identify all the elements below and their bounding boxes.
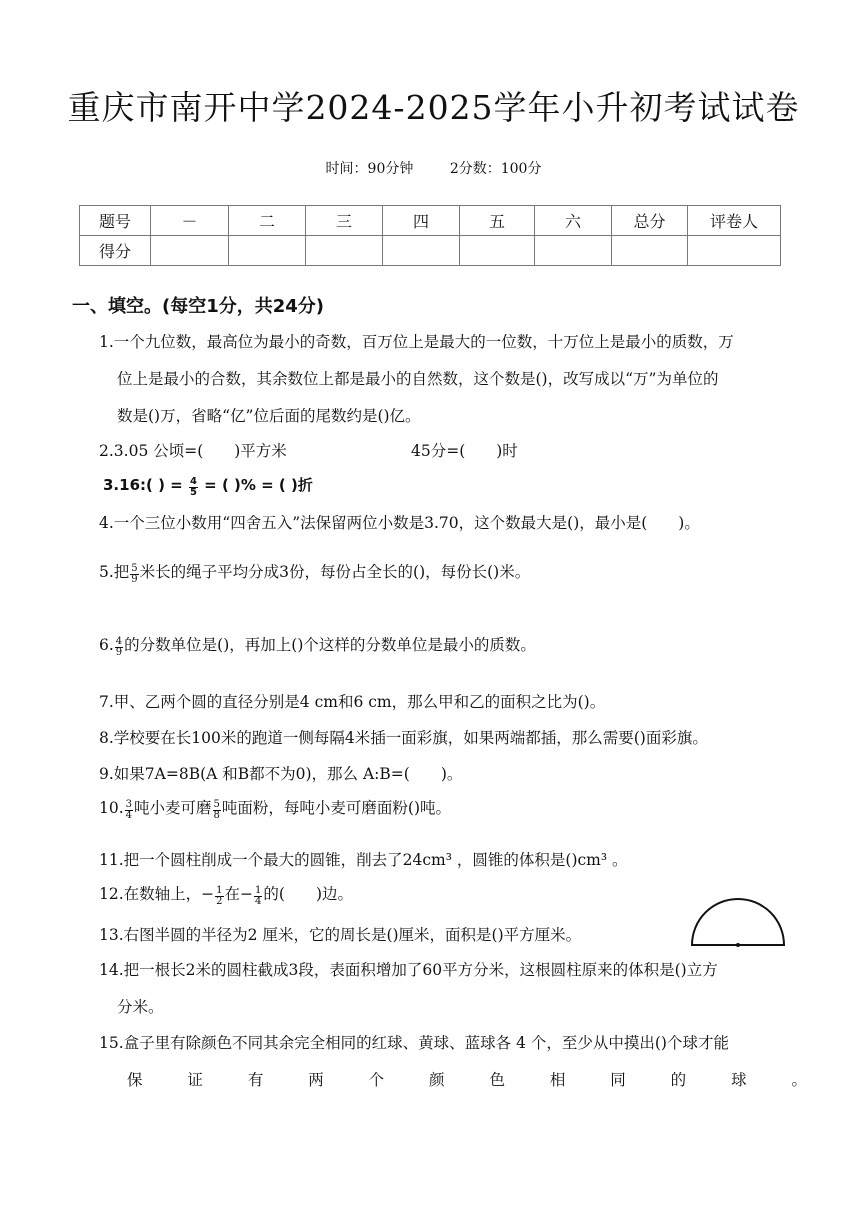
q10-post: 吨面粉，每吨小麦可磨面粉()吨。 bbox=[221, 799, 452, 817]
char: 有 bbox=[247, 1071, 264, 1089]
char: 色 bbox=[489, 1071, 505, 1089]
fraction bbox=[254, 886, 262, 907]
cell-header: 六 bbox=[535, 206, 612, 236]
q1-line2: 位上是最小的合数，其余数位上都是最小的自然数，这个数是()，改写成以“万”为单位的 bbox=[117, 370, 719, 388]
score-cell[interactable] bbox=[688, 236, 781, 266]
question-9: 9.如果7A=8B(A 和B都不为0)，那么 A:B=( )。 bbox=[99, 765, 463, 783]
char: 的 bbox=[670, 1071, 687, 1089]
question-10 bbox=[99, 790, 804, 827]
exam-score: 2分数：100分 bbox=[449, 161, 542, 177]
denominator: 2 bbox=[216, 895, 223, 907]
question-14 bbox=[99, 952, 804, 1026]
q14-line2: 分米。 bbox=[117, 998, 164, 1016]
q6-pre: 6. bbox=[99, 636, 114, 654]
numerator: 3 bbox=[125, 798, 133, 810]
denominator: 5 bbox=[189, 486, 197, 498]
q3-post: = ( )% = ( )折 bbox=[198, 476, 313, 494]
char: 颜 bbox=[429, 1071, 445, 1089]
numerator: 1 bbox=[255, 884, 262, 896]
q12-pre: 12.在数轴上，− bbox=[99, 885, 215, 903]
numerator: 5 bbox=[213, 798, 220, 810]
exam-meta bbox=[0, 158, 867, 178]
fraction bbox=[189, 477, 198, 498]
fraction bbox=[130, 564, 138, 585]
fraction bbox=[115, 637, 123, 658]
cell-header: 五 bbox=[460, 206, 535, 236]
q10-pre: 10. bbox=[99, 799, 124, 817]
denominator: 4 bbox=[125, 809, 133, 821]
q5-post: 米长的绳子平均分成3份，每份占全长的()，每份长()米。 bbox=[139, 563, 531, 581]
q1-line3: 数是()万，省略“亿”位后面的尾数约是()亿。 bbox=[117, 407, 421, 425]
score-cell[interactable] bbox=[612, 236, 688, 266]
question-6 bbox=[99, 627, 804, 664]
score-table-header bbox=[80, 206, 781, 236]
char: 证 bbox=[187, 1071, 203, 1089]
cell-header: 三 bbox=[306, 206, 383, 236]
q15-line2 bbox=[99, 1062, 807, 1099]
score-cell[interactable] bbox=[151, 236, 229, 266]
q2-part-a: 2.3.05 公顷=( )平方米 bbox=[99, 442, 287, 460]
question-3 bbox=[103, 467, 808, 504]
char: 相 bbox=[549, 1071, 566, 1089]
char: 同 bbox=[610, 1071, 626, 1089]
q10-mid: 吨小麦可磨 bbox=[134, 799, 212, 817]
char: 保 bbox=[127, 1071, 143, 1089]
char: 。 bbox=[791, 1071, 807, 1089]
exam-time: 时间：90分钟 bbox=[325, 161, 414, 177]
q5-pre: 5.把 bbox=[99, 563, 130, 581]
question-15 bbox=[99, 1025, 807, 1099]
score-cell[interactable] bbox=[535, 236, 612, 266]
char: 球 bbox=[731, 1071, 747, 1089]
char: 两 bbox=[308, 1071, 324, 1089]
numerator: 4 bbox=[189, 475, 197, 487]
cell-header: 评卷人 bbox=[688, 206, 781, 236]
q12-post: 的( )边。 bbox=[263, 885, 353, 903]
score-table-row bbox=[80, 236, 781, 266]
fraction bbox=[125, 800, 133, 821]
q12-mid: 在− bbox=[224, 885, 254, 903]
cell-header: 总分 bbox=[612, 206, 688, 236]
q6-post: 的分数单位是()，再加上()个这样的分数单位是最小的质数。 bbox=[124, 636, 536, 654]
q15-line1: 15.盒子里有除颜色不同其余完全相同的红球、黄球、蓝球各 4 个，至少从中摸出()个球才能 bbox=[99, 1034, 729, 1052]
cell-header: 题号 bbox=[80, 206, 151, 236]
section-heading: 一、填空。(每空1分，共24分) bbox=[72, 296, 325, 317]
score-cell[interactable] bbox=[460, 236, 535, 266]
question-8: 8.学校要在长100米的跑道一侧每隔4米插一面彩旗，如果两端都插，那么需要()面彩旗。 bbox=[99, 729, 708, 747]
score-cell[interactable] bbox=[383, 236, 460, 266]
score-table bbox=[79, 205, 781, 266]
page-title: 重庆市南开中学2024-2025学年小升初考试试卷 bbox=[67, 88, 800, 127]
q3-pre: 3.16:( ) = bbox=[103, 476, 188, 494]
fraction bbox=[215, 886, 223, 907]
q1-line1: 1.一个九位数，最高位为最小的奇数，百万位上是最大的一位数，十万位上是最小的质数，万 bbox=[99, 333, 734, 351]
cell-header: － bbox=[151, 206, 229, 236]
fraction bbox=[213, 800, 221, 821]
question-11: 11.把一个圆柱削成一个最大的圆锥，削去了24cm³ ，圆锥的体积是()cm³ 。 bbox=[99, 851, 628, 869]
denominator: 8 bbox=[213, 809, 220, 821]
denominator: 4 bbox=[255, 895, 262, 907]
semicircle-figure bbox=[688, 893, 788, 951]
question-5 bbox=[99, 554, 804, 591]
cell-header: 四 bbox=[383, 206, 460, 236]
numerator: 1 bbox=[216, 884, 223, 896]
question-2 bbox=[99, 433, 804, 470]
score-cell[interactable] bbox=[306, 236, 383, 266]
cell-header: 二 bbox=[229, 206, 306, 236]
numerator: 4 bbox=[115, 635, 123, 647]
question-7: 7.甲、乙两个圆的直径分别是4 cm和6 cm，那么甲和乙的面积之比为()。 bbox=[99, 693, 606, 711]
question-1 bbox=[99, 324, 804, 435]
q2-part-b: 45分=( )时 bbox=[411, 442, 518, 460]
question-13: 13.右图半圆的半径为2 厘米，它的周长是()厘米，面积是()平方厘米。 bbox=[99, 926, 582, 944]
question-4: 4.一个三位小数用“四舍五入”法保留两位小数是3.70，这个数最大是()，最小是( )。 bbox=[99, 514, 700, 532]
numerator: 5 bbox=[131, 562, 138, 574]
q14-line1: 14.把一根长2米的圆柱截成3段，表面积增加了60平方分米，这根圆柱原来的体积是()立方 bbox=[99, 961, 718, 979]
denominator: 9 bbox=[131, 573, 138, 585]
denominator: 9 bbox=[115, 646, 123, 658]
cell-label: 得分 bbox=[80, 236, 151, 266]
score-cell[interactable] bbox=[229, 236, 306, 266]
char: 个 bbox=[368, 1071, 385, 1089]
